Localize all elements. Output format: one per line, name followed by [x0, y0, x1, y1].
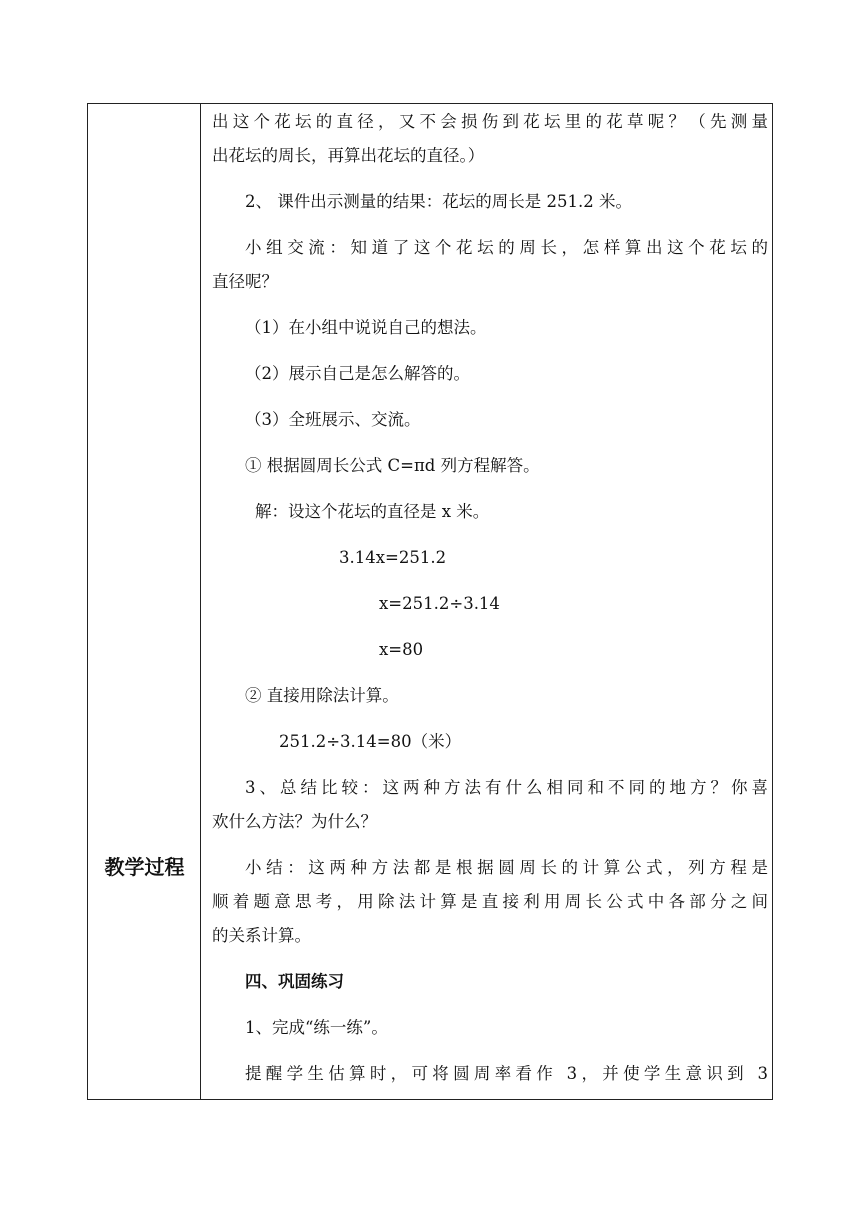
text-line: 直径呢？: [212, 272, 278, 291]
label-cell: [88, 104, 201, 1099]
text-line: 1、完成“练一练”。: [245, 1018, 388, 1037]
text-line: 2、 课件出示测量的结果：花坛的周长是 251.2 米。: [245, 192, 632, 211]
text-line: （3）全班展示、交流。: [245, 410, 421, 429]
text-line: ② 直接用除法计算。: [245, 686, 399, 705]
section-label: 教学过程: [104, 855, 185, 879]
text-line: 提醒学生估算时，可将圆周率看作 3，并使学生意识到 3: [245, 1064, 768, 1083]
text-line: （2）展示自己是怎么解答的。: [245, 364, 470, 383]
equation-line: 3.14x=251.2: [339, 548, 447, 567]
content-cell: [202, 104, 772, 1099]
text-line: 出这个花坛的直径，又不会损伤到花坛里的花草呢？（先测量: [212, 112, 768, 131]
text-line: ① 根据圆周长公式 C=πd 列方程解答。: [245, 456, 540, 475]
equation-line: 251.2÷3.14=80（米）: [279, 732, 462, 751]
equation-line: x=80: [379, 640, 424, 659]
text-line: 的关系计算。: [212, 926, 311, 945]
text-line: 出花坛的周长，再算出花坛的直径。）: [212, 146, 485, 165]
lesson-table: [87, 103, 773, 1100]
text-line: （1）在小组中说说自己的想法。: [245, 318, 487, 337]
text-line: 顺着题意思考，用除法计算是直接利用周长公式中各部分之间: [212, 892, 768, 911]
section-heading: 四、巩固练习: [245, 972, 344, 991]
text-line: 解：设这个花坛的直径是 x 米。: [255, 502, 490, 521]
text-line: 欢什么方法？为什么？: [212, 812, 377, 831]
equation-line: x=251.2÷3.14: [379, 594, 500, 613]
text-line: 小结：这两种方法都是根据圆周长的计算公式，列方程是: [245, 858, 768, 877]
text-line: 小组交流：知道了这个花坛的周长，怎样算出这个花坛的: [245, 238, 768, 257]
text-line: 3、总结比较：这两种方法有什么相同和不同的地方？你喜: [245, 778, 768, 797]
